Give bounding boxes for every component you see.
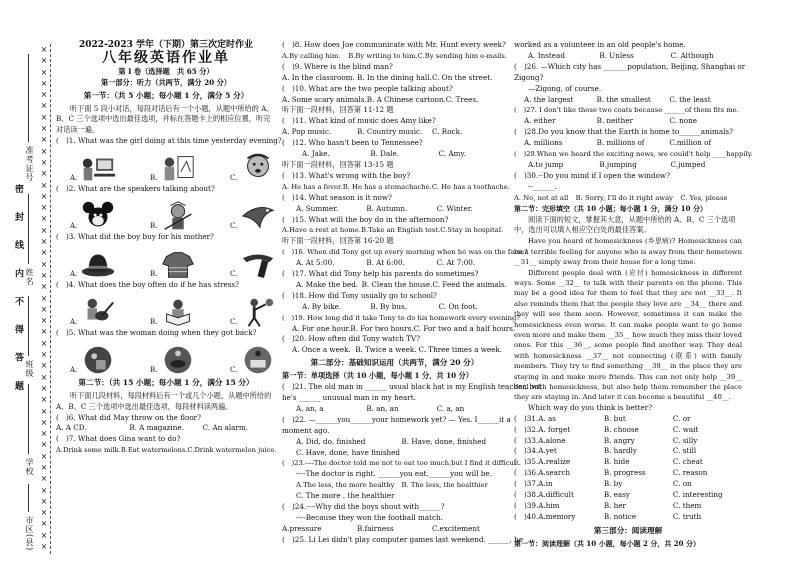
woman-washing-icon: [239, 344, 277, 376]
q27-option-c[interactable]: C. none: [669, 116, 697, 126]
listen-instruction-16-20: 听下面一段材料，回答第 16-20 题: [282, 236, 394, 246]
question-3: ( )3. What did the boy buy for his mother?: [56, 232, 214, 242]
x-mark: ×: [40, 350, 48, 360]
column-3: [514, 40, 753, 550]
q10-option-a[interactable]: A. Some scary animals.: [282, 94, 367, 104]
cloze-option-b[interactable]: B. by: [603, 479, 623, 489]
girl-singing-icon: [239, 152, 277, 184]
question-29: ( )29.When we heard the exciting news, we could't help ____happily.: [514, 150, 753, 159]
boy-playing-guitar-icon: [79, 296, 117, 328]
q28-option-b[interactable]: B. millions of: [596, 138, 645, 148]
q6-option-b[interactable]: B. A magazine.: [129, 423, 184, 433]
q1-option-a[interactable]: A.: [70, 150, 116, 184]
question-26-cont: Zigong?: [514, 72, 544, 82]
q30-option-c[interactable]: C. Yes, please: [680, 193, 728, 202]
q28-option-a[interactable]: A. millions: [524, 138, 563, 148]
q20-option-a[interactable]: A. Once a week.: [292, 345, 351, 355]
q12-option-b[interactable]: B. Dale.: [370, 149, 400, 159]
cloze-option-a[interactable]: ( )35.A.realize: [514, 457, 571, 467]
year-title: 2022-2023 学年（下期）第三次定时作业: [79, 40, 253, 50]
q22-option-b[interactable]: B. Have, done, finished: [401, 436, 487, 446]
binding-line: [28, 384, 29, 454]
x-mark: ×: [40, 45, 48, 54]
part1-title: 第 I 卷（选择题 共 65 分）: [118, 66, 214, 76]
q8-option-a[interactable]: A.By calling him.: [282, 51, 341, 60]
x-mark: ×: [40, 214, 48, 224]
q23-option-c[interactable]: C. The more , the healthier: [296, 491, 395, 501]
q18-option-c[interactable]: C. On foot.: [438, 301, 478, 311]
cloze-option-c[interactable]: C. or: [672, 413, 691, 423]
binding-line: [28, 296, 29, 356]
q21-option-b[interactable]: B. an, an: [366, 403, 399, 413]
x-mark: ×: [40, 519, 48, 529]
question-15: ( )15. What will the boy do in the afternoon?: [282, 214, 449, 224]
cloze-option-c[interactable]: C. interesting: [672, 490, 723, 500]
question-11-options: [282, 127, 507, 138]
q28-option-c[interactable]: C.million of: [669, 138, 712, 148]
cloze-options-table: [514, 414, 742, 523]
cloze-row: [514, 436, 742, 447]
q13-option-b[interactable]: B. He has a stomachache.: [342, 182, 432, 191]
section1-title: 第一节：（共 5 小题；每小题 1 分，满分 5 分）: [83, 90, 249, 100]
question-21: ( )21. The old man in ______ usual black hat is my English teacher, but: [282, 382, 542, 392]
cloze-option-b[interactable]: B. notice: [603, 511, 637, 521]
question-7: ( )7. What does Gina want to do?: [56, 434, 181, 444]
q4-option-a[interactable]: A.: [70, 294, 116, 328]
q14-option-c[interactable]: C. Winter.: [436, 203, 473, 213]
x-mark: ×: [40, 157, 48, 167]
q9-option-c[interactable]: C. On the street.: [432, 72, 493, 82]
question-17: ( )17. What did Tony help his parents do sometimes?: [282, 269, 479, 279]
q7-option-a[interactable]: A.Drink some milk.: [56, 446, 121, 455]
question-21-options: [282, 404, 507, 415]
question-25-options: [514, 51, 742, 62]
q19-option-b[interactable]: B. For two hours.: [350, 323, 414, 333]
cloze-row: [514, 468, 742, 479]
cloze-paragraph-1: Have you heard of homesickness (乡思病)? Homesickness can be a terrible feeling for anyone who is away from their hometown __31__ simply away from their house for a long time.: [514, 237, 742, 267]
q10-option-b[interactable]: B. A Chinese cartoon.: [366, 94, 446, 104]
woman-cleaning-icon: [79, 344, 117, 376]
x-mark: ×: [40, 530, 48, 540]
q15-option-a[interactable]: A.Have a rest at home.: [282, 226, 361, 235]
cloze-option-b[interactable]: B. angry: [603, 435, 635, 445]
q16-option-b[interactable]: B. At 6:00.: [366, 258, 405, 268]
main-title: 八年级英语作业单: [102, 49, 230, 66]
cloze-row: [514, 457, 742, 468]
question-4-pictures: [70, 292, 276, 328]
cloze-row: [514, 425, 742, 436]
x-mark: ×: [40, 508, 48, 518]
x-mark: ×: [40, 429, 48, 439]
seal-line-text: 密 封 线 内 不 得 答 题: [13, 184, 23, 398]
q22-option-c[interactable]: C. Have, done, have finished: [296, 447, 401, 457]
x-mark: ×: [40, 101, 48, 111]
binding-line: [28, 484, 29, 512]
question-26-options: [514, 95, 742, 106]
question-14: ( )14. What season is it now?: [282, 192, 392, 202]
q12-option-a[interactable]: A. Jake.: [302, 149, 330, 159]
q2-option-b[interactable]: B.: [150, 198, 196, 232]
question-15-options: [282, 225, 507, 236]
q26-option-a[interactable]: A. the largest: [524, 94, 574, 104]
question-24: ( )24.----Why did the boys shout with______?: [282, 502, 445, 512]
cloze-row: [514, 501, 742, 512]
q17-option-b[interactable]: B. Clean the house.: [361, 279, 433, 289]
question-14-options: [282, 204, 507, 215]
cloze-option-c[interactable]: C. silly: [672, 435, 698, 445]
cloze-option-c[interactable]: C. truth: [672, 511, 702, 521]
question-8-options: [282, 51, 507, 62]
q23-option-b[interactable]: B. The less, the healthier: [401, 481, 488, 490]
q24-option-b[interactable]: B.fairness: [357, 523, 394, 533]
cloze-option-a[interactable]: ( )34.A.yet: [514, 446, 557, 456]
sweater-icon: [159, 248, 197, 280]
q27-option-a[interactable]: A. either: [524, 116, 556, 126]
q29-option-c[interactable]: C.jumped: [670, 159, 706, 169]
question-29-options: [514, 160, 742, 171]
mickey-mouse-icon: [79, 200, 117, 232]
x-mark: ×: [40, 327, 48, 337]
q16-option-c[interactable]: C. At 7:00.: [436, 258, 476, 268]
question-20-options: [282, 345, 507, 356]
x-mark: ×: [40, 406, 48, 416]
question-18-options: [282, 302, 507, 313]
q23-option-a[interactable]: A.The less, the more healthy: [296, 481, 395, 490]
q26-option-b[interactable]: B. the smallest: [596, 94, 651, 104]
part2-section1-title: 第一节：单项选择（共 10 小题，每小题 1 分，共 10 分）: [282, 371, 473, 381]
question-27: ( )27. I don't like those two coats because ______of them fits me.: [514, 106, 739, 115]
q2-option-a[interactable]: A.: [70, 198, 116, 232]
question-8: ( )8. How does Joe communicate with Mr. Hunt every week?: [282, 40, 506, 49]
question-9: ( )9. Where is the blind man?: [282, 61, 393, 71]
x-mark: ×: [40, 67, 48, 77]
woman-cooking-icon: [159, 344, 197, 376]
q6-option-a[interactable]: A. A CD.: [56, 423, 87, 433]
x-mark: ×: [40, 316, 48, 326]
column-1: [56, 40, 282, 456]
q10-option-c[interactable]: C. Trees.: [445, 94, 479, 104]
x-mark: ×: [40, 146, 48, 156]
question-25: ( )25. Li Lei didn't play computer games last weekend. ______, he: [282, 534, 524, 544]
cloze-option-b[interactable]: B. progress: [603, 468, 646, 478]
label-name: 姓名: [25, 268, 34, 286]
x-mark: ×: [40, 361, 48, 371]
question-12-options: [282, 149, 507, 160]
cloze-option-b[interactable]: B. hide: [603, 457, 630, 467]
part2-title: 第二部分：基础知识运用（共两节，满分 20 分）: [310, 358, 479, 368]
question-28: ( )28.Do you know that the Earth is home to______animals?: [514, 127, 733, 137]
x-mark: ×: [40, 78, 48, 88]
q11-option-a[interactable]: A. Pop music.: [282, 127, 332, 137]
x-mark: ×: [40, 474, 48, 484]
x-mark: ×: [40, 135, 48, 145]
x-mark: ×: [40, 180, 48, 190]
question-1-pictures: [70, 148, 276, 184]
cloze-question-line: Which way do you think is better?: [528, 402, 653, 412]
cloze-option-b[interactable]: B. hardly: [603, 446, 637, 456]
cloze-option-c[interactable]: C. them: [672, 500, 702, 510]
q13-option-a[interactable]: A. He has a fever.: [282, 182, 343, 191]
part1-subtitle: 第一部分：听力（共两节，满分 20 分）: [100, 77, 231, 87]
q21-option-a[interactable]: A. an, a: [296, 403, 324, 413]
cloze-option-b[interactable]: B. choose: [603, 424, 639, 434]
question-22-options: [282, 437, 507, 448]
q26-option-c[interactable]: C. the least: [669, 94, 711, 104]
boy-reading-icon: [159, 296, 197, 328]
monkey-king-icon: [159, 200, 197, 232]
question-21-cont: he's ______ unusual man in my heart.: [282, 393, 416, 402]
question-20: ( )20. How often did Tony watch TV?: [282, 334, 421, 344]
x-mark: ×: [40, 451, 48, 461]
cloze-row: [514, 512, 742, 523]
q8-option-b[interactable]: B.By writing to him.: [348, 51, 418, 60]
q20-option-b[interactable]: B. Twice a week.: [355, 345, 417, 355]
question-3-pictures: [70, 244, 276, 280]
cloze-option-c[interactable]: C. wait: [672, 424, 699, 434]
x-mark: ×: [40, 124, 48, 134]
q24-option-a[interactable]: A.pressure: [282, 523, 322, 533]
x-mark: ×: [40, 259, 48, 269]
cloze-instructions: 阅读下面的短文，掌握其大意，从题中所给的 A、B、C 三个选项中，选出可以填入相应空白处的最佳答案。: [514, 214, 736, 235]
x-mark: ×: [40, 270, 48, 280]
x-mark: ×: [40, 496, 48, 506]
binding-strip: [4, 44, 51, 554]
question-6: ( )6. What did May throw on the floor?: [56, 412, 201, 422]
cloze-paragraph-2: Different people deal with (应付) homesickness in different ways. Some __32__ to talk with their parents on the phone. This may be a good idea for them to feel that they are not __33__. It also reminds them that the people they love are __34__ there and they will see them soon. However, sometimes it can make the homesickness even worse. It can make people want to go home even more and make them __35__ how much they miss their loved ones. For this __36__, some people find another way. They deal with homesickness __37__ not connecting (联系) with family members. They try to find something __38__ in the place they are staying in and make more friends. This can not only help __39__ deal with homesickness, but also help them remember the place they are staying in. And later it can become a beautiful __40__.: [514, 268, 742, 402]
question-1: ( )1. What was the girl doing at this time yesterday evening?: [56, 136, 282, 146]
label-school: 学校: [25, 458, 34, 476]
q22-option-a[interactable]: A. Did, do, finished: [296, 436, 366, 446]
question-11: ( )11. What kind of music does Amy like?: [282, 116, 436, 126]
cloze-option-c[interactable]: C. on: [672, 479, 692, 489]
cloze-row: [514, 490, 742, 501]
section2-title: 第二节：（共 15 小题；每小题 1 分，满分 15 分）: [78, 377, 254, 387]
question-5-pictures: [70, 340, 276, 376]
x-mark: ×: [40, 372, 48, 382]
q27-option-b[interactable]: B. neither: [596, 116, 633, 126]
cloze-option-b[interactable]: B. easy: [603, 490, 630, 500]
q11-option-b[interactable]: B. Country music.: [357, 127, 423, 137]
x-mark: ×: [40, 485, 48, 495]
q6-option-c[interactable]: C. An alarm.: [202, 423, 248, 433]
boy-playing-ball-icon: [239, 296, 277, 328]
question-16: ( )16. When did Tony get up every morning when he was on the farm?: [282, 248, 528, 257]
section1-instructions: 听下面 5 段小对话，每段对话后有一个小题，从题中所给的 A、B、C 三个选项中选出最佳选项，并标在答题卡上的相应位置，听完对话读一遍。: [56, 103, 274, 135]
question-24-cont: ----Because they won the football match.: [296, 512, 443, 522]
q3-option-a[interactable]: A.: [70, 246, 116, 280]
q9-option-b[interactable]: B. In the dining hall.: [357, 72, 432, 82]
q5-option-b[interactable]: B.: [150, 342, 196, 376]
label-exam-number: 准考证号: [25, 146, 34, 182]
label-district: 市区(县): [25, 516, 34, 552]
question-2-pictures: [70, 196, 276, 232]
q1-option-c[interactable]: C.: [230, 150, 276, 184]
q1-option-b[interactable]: B.: [150, 150, 196, 184]
cloze-option-a[interactable]: ( )39.A.him: [514, 500, 560, 510]
q8-option-c[interactable]: C.By sending him e-mails.: [417, 51, 507, 60]
cloze-option-a[interactable]: ( )33.A.alone: [514, 435, 566, 445]
q18-option-a[interactable]: A. By bike.: [302, 301, 342, 311]
cloze-option-b[interactable]: B. but: [603, 413, 626, 423]
q4-option-b[interactable]: B.: [150, 294, 196, 328]
x-mark: ×: [40, 237, 48, 247]
x-mark: ×: [40, 90, 48, 100]
x-mark: ×: [40, 440, 48, 450]
q15-option-b[interactable]: B.Take an English test.: [360, 226, 441, 235]
x-mark: ×: [40, 383, 48, 393]
q25-option-b[interactable]: B. Unless: [599, 50, 634, 60]
part3-title: 第三部分：阅读理解: [593, 525, 663, 535]
q18-option-b[interactable]: B. By bus.: [370, 301, 408, 311]
q4-option-c[interactable]: C.: [230, 294, 276, 328]
q3-option-c[interactable]: C.: [230, 246, 276, 280]
question-22-cont: moment ago.: [282, 425, 330, 435]
question-12: ( )12. Who hasn't been to Tennessee?: [282, 138, 423, 148]
girl-at-computer-icon: [79, 152, 117, 184]
hat-icon: [79, 248, 117, 280]
question-2: ( )2. What are the speakers talking about?: [56, 184, 215, 194]
x-mark: ×: [40, 338, 48, 348]
x-mark: ×: [40, 542, 48, 552]
question-23: ( )23.----The doctor told me not to eat too much,but I find it difficult.: [282, 459, 521, 468]
q7-option-c[interactable]: C.Drink watermelon juice.: [187, 446, 277, 455]
cloze-option-b[interactable]: B. her: [603, 500, 626, 510]
part3-section1-title: 第一节：阅读理解（共 10 小题，每小题 2 分，共 20 分）: [514, 538, 700, 548]
scarf-icon: [239, 248, 277, 280]
cloze-option-a[interactable]: ( )38.A.difficult: [514, 490, 574, 500]
cloze-row: [514, 479, 742, 490]
label-class: 班级: [25, 360, 34, 378]
question-26-answer: —Zigong, of course.: [528, 83, 602, 93]
x-marks-column: [38, 44, 50, 552]
question-13-options: [282, 182, 510, 193]
binding-line: [28, 194, 29, 264]
question-19: ( )19. How long did it take Tony to do his homework every evening?: [282, 313, 520, 322]
question-6-options: [56, 423, 276, 434]
question-19-options: [282, 323, 516, 335]
question-5: ( )5. What was the woman doing when they got back?: [56, 327, 257, 337]
question-13: ( )13. What's wrong with the boy?: [282, 170, 411, 180]
x-mark: ×: [40, 462, 48, 472]
question-16-options: [282, 258, 507, 269]
q7-option-b[interactable]: B.Eat watermelons.: [120, 446, 188, 455]
x-mark: ×: [40, 417, 48, 427]
x-mark: ×: [40, 248, 48, 258]
question-27-options: [514, 116, 742, 127]
cloze-option-a[interactable]: ( )40.A.memory: [514, 511, 576, 521]
bird-icon: [239, 200, 277, 232]
x-mark: ×: [40, 169, 48, 179]
question-7-options: [56, 445, 276, 456]
x-mark: ×: [40, 112, 48, 122]
question-18: ( )18. How did Tony usually go to school?: [282, 290, 437, 300]
question-30: ( )30.--Do you mind if I open the window?: [514, 170, 670, 180]
q29-option-a[interactable]: A.to jump: [528, 159, 564, 169]
x-mark: ×: [40, 225, 48, 235]
x-mark: ×: [40, 56, 48, 66]
question-30-options: [514, 193, 742, 204]
q5-option-a[interactable]: A.: [70, 342, 116, 376]
listen-instruction-11-12: 听下面一段材料，回答第 11-12 题: [282, 105, 394, 115]
q30-option-a[interactable]: A. No, not at all: [514, 193, 569, 202]
q25-option-c[interactable]: C. Although: [670, 50, 714, 60]
q25-option-a[interactable]: A. Instead: [528, 50, 565, 60]
q11-option-c[interactable]: C. Rock.: [432, 127, 463, 137]
q21-option-c[interactable]: C. a, an: [436, 403, 465, 413]
cloze-option-c[interactable]: C. reason: [672, 468, 708, 478]
q14-option-b[interactable]: B. Autumn.: [366, 203, 408, 213]
section2-instructions: 听下面几段材料，每段材料后有一个或几个小题，从题中所给的 A、B、C 三个选项中选出最佳选项，每段材料读两遍。: [56, 390, 272, 411]
q17-option-c[interactable]: C. Feed the animals.: [432, 279, 507, 289]
question-4: ( )4. What does the boy often do if he has stress?: [56, 279, 239, 289]
section2-cloze-title: 第二节：完形填空（共 10 小题；每小题 1 分，满分 10 分）: [514, 203, 707, 213]
question-28-options: [514, 138, 742, 149]
q3-option-b[interactable]: B.: [150, 246, 196, 280]
question-10-options: [282, 95, 507, 106]
question-23-cont: ----The doctor is right. ______you eat,______you will be.: [296, 469, 492, 479]
x-mark: ×: [40, 304, 48, 314]
listen-instruction-13-15: 听下面一段材料，回答第 13-15 题: [282, 159, 394, 169]
cloze-option-a[interactable]: ( )31.A. as: [514, 413, 556, 423]
q13-option-c[interactable]: C. He has a toothache.: [431, 182, 510, 191]
cloze-row: [514, 414, 742, 425]
question-17-options: [282, 280, 507, 291]
cloze-row: [514, 446, 742, 457]
q2-option-c[interactable]: C.: [230, 198, 276, 232]
cloze-option-a[interactable]: ( )37.A.in: [514, 479, 553, 489]
question-10: ( )10. What are the two people talking about?: [282, 83, 453, 93]
q19-option-c[interactable]: C. For two and a half hours.: [413, 323, 516, 333]
question-22: ( )22. —______you______your homework yet? — Yes. I______it a: [282, 414, 511, 424]
q16-option-a[interactable]: A. At 5:00.: [296, 258, 335, 268]
x-mark: ×: [40, 191, 48, 201]
cloze-option-a[interactable]: ( )36.A.search: [514, 468, 571, 478]
q5-option-c[interactable]: C.: [230, 342, 276, 376]
cloze-option-c[interactable]: C. cheat: [672, 457, 703, 467]
q12-option-c[interactable]: C. Amy.: [438, 149, 466, 159]
q30-option-b[interactable]: B. Sorry, I'll do it right away: [575, 193, 673, 202]
question-26: ( )26. —Which city has ______ population, Beijing, Shanghai or: [514, 61, 746, 71]
x-mark: ×: [40, 293, 48, 303]
binding-line: [28, 54, 29, 142]
x-mark: ×: [40, 203, 48, 213]
q19-option-a[interactable]: A. For one hour.: [292, 323, 351, 333]
q24-option-c[interactable]: C.excitement: [432, 523, 480, 533]
x-mark: ×: [40, 282, 48, 292]
question-9-options: [282, 73, 507, 84]
cloze-option-a[interactable]: ( )32.A. forget: [514, 424, 571, 434]
question-25-cont: worked as a volunteer in an old people's home.: [514, 40, 686, 49]
q29-option-b[interactable]: B.jumping: [599, 159, 637, 169]
q20-option-c[interactable]: C. Three times a week.: [418, 345, 503, 355]
question-30-cont: --______.: [528, 181, 557, 191]
question-24-options: [282, 524, 507, 535]
q14-option-a[interactable]: A. Summer.: [296, 203, 339, 213]
cloze-option-c[interactable]: C. still: [672, 446, 697, 456]
question-23-options: [282, 480, 507, 491]
q17-option-a[interactable]: A. Make the bed.: [296, 279, 359, 289]
x-mark: ×: [40, 395, 48, 405]
girl-drawing-icon: [159, 152, 197, 184]
q15-option-c[interactable]: C.Stay in hospital.: [440, 226, 504, 235]
q9-option-a[interactable]: A. In the classroom.: [282, 72, 355, 82]
